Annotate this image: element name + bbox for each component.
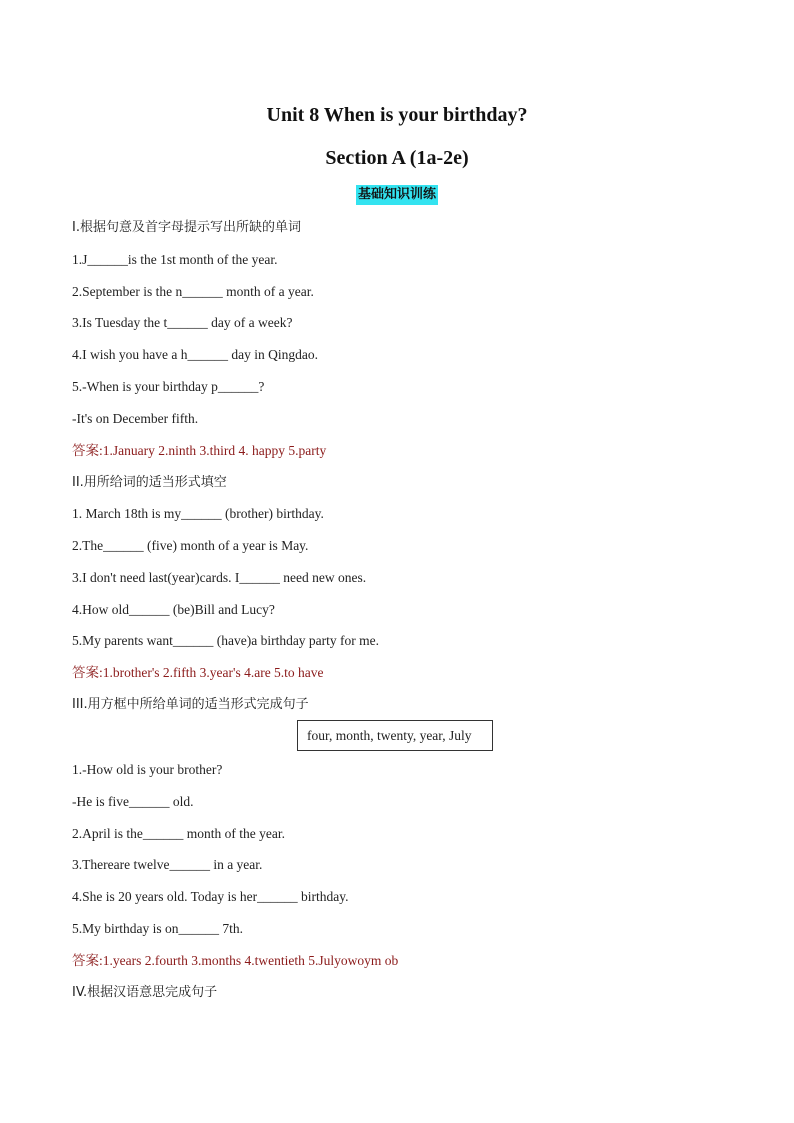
part1-item-5-reply: -It's on December fifth. — [72, 411, 199, 426]
part1-item-2: 2.September is the n______ month of a year. — [72, 284, 314, 299]
part3-item-5: 5.My birthday is on______ 7th. — [72, 921, 243, 936]
part1-item-3: 3.Is Tuesday the t______ day of a week? — [72, 315, 293, 330]
part1-answer: 答案:1.January 2.ninth 3.third 4. happy 5.party — [72, 443, 327, 458]
part3-item-1: 1.-How old is your brother? — [72, 762, 223, 777]
part3-item-2: 2.April is the______ month of the year. — [72, 826, 285, 841]
part2-answer: 答案:1.brother's 2.fifth 3.year's 4.are 5.to have — [72, 665, 324, 680]
part1-item-5: 5.-When is your birthday p______? — [72, 379, 265, 394]
part3-item-1-reply: -He is five______ old. — [72, 794, 194, 809]
part2-item-3: 3.I don't need last(year)cards. I______ need new ones. — [72, 570, 367, 585]
part2-item-4: 4.How old______ (be)Bill and Lucy? — [72, 602, 275, 617]
part2-item-1: 1. March 18th is my______ (brother) birthday. — [72, 506, 324, 521]
worksheet-title: Unit 8 When is your birthday? — [266, 104, 528, 126]
part3-item-4: 4.She is 20 years old. Today is her______ birthday. — [72, 889, 349, 904]
section-subtitle: Section A (1a-2e) — [325, 147, 469, 169]
basic-training-tag: 基础知识训练 — [356, 185, 438, 205]
part2-item-2: 2.The______ (five) month of a year is May. — [72, 538, 309, 553]
tag-wrapper — [0, 185, 794, 205]
part1-item-1: 1.J______is the 1st month of the year. — [72, 252, 278, 267]
part3-heading: III.用方框中所给单词的适当形式完成句子 — [72, 697, 309, 712]
part3-item-3: 3.Thereare twelve______ in a year. — [72, 857, 263, 872]
part2-item-5: 5.My parents want______ (have)a birthday party for me. — [72, 633, 380, 648]
part1-item-4: 4.I wish you have a h______ day in Qingdao. — [72, 347, 318, 362]
part4-heading: IV.根据汉语意思完成句子 — [72, 985, 218, 1000]
part3-answer: 答案:1.years 2.fourth 3.months 4.twentieth 5.Julyowoym ob — [72, 953, 399, 968]
part2-heading: II.用所给词的适当形式填空 — [72, 475, 227, 490]
word-box: four, month, twenty, year, July — [297, 720, 493, 751]
part1-heading: I.根据句意及首字母提示写出所缺的单词 — [72, 220, 301, 235]
